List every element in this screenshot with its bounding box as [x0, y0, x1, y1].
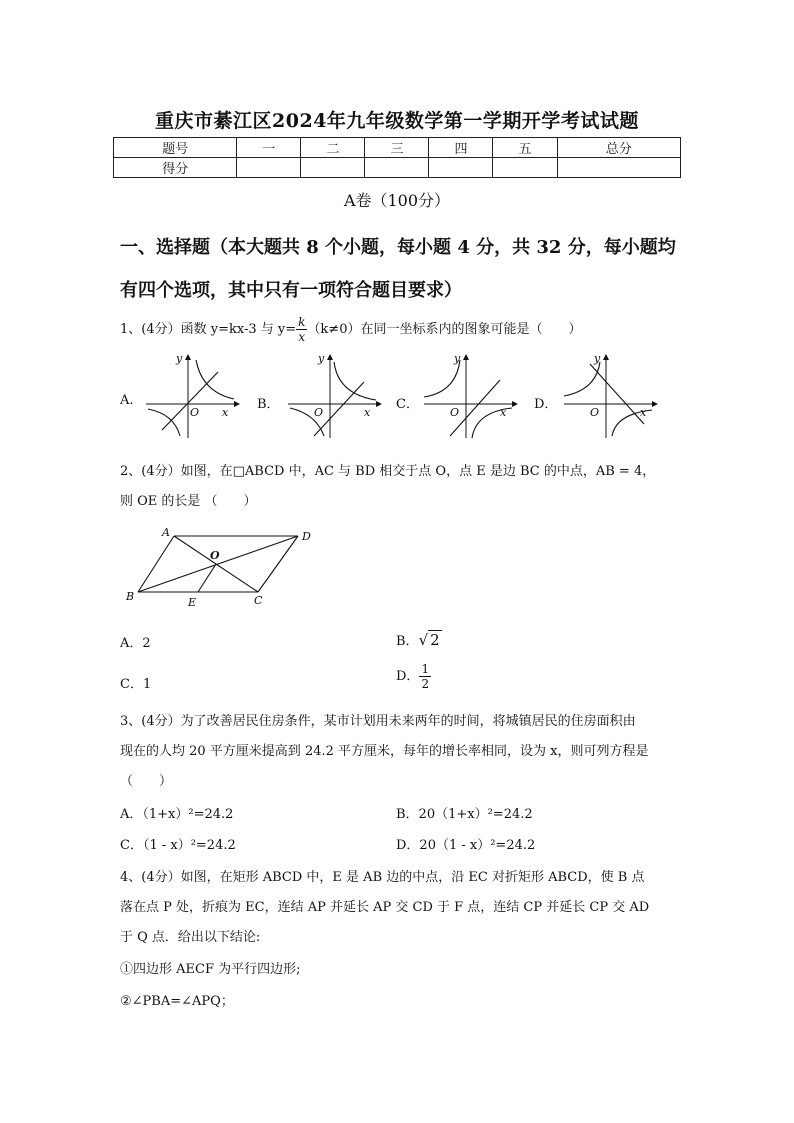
q2-option-d[interactable]: [396, 662, 431, 691]
question-3-line2: 现在的人均 20 平方厘米提高到 24.2 平方厘米，每年的增长率相同，设为 x，则可列方程是: [120, 744, 649, 759]
score-table-header-row: [114, 138, 681, 158]
score-table-score-row: [114, 158, 681, 178]
table-cell: 三: [365, 138, 429, 158]
part-heading-line1: 一、选择题（本大题共 8 个小题，每小题 4 分，共 32 分，每小题均: [120, 237, 676, 258]
q1-text-post: （k≠0）在同一坐标系内的图象可能是（ ）: [307, 322, 582, 337]
q1-graph-a[interactable]: [142, 352, 242, 440]
q2-option-b-label: B．: [396, 634, 419, 649]
table-cell: 总分: [557, 138, 681, 158]
score-cell[interactable]: [429, 158, 493, 178]
x-axis-label: x: [364, 406, 371, 419]
q4-conclusion-2: ②∠PBA=∠APQ；: [120, 994, 234, 1009]
table-cell: 四: [429, 138, 493, 158]
fraction-denominator: 2: [421, 677, 430, 691]
score-cell[interactable]: [493, 158, 557, 178]
q1-option-a-label[interactable]: A.: [120, 393, 134, 408]
question-3-line3: （ ）: [120, 774, 173, 789]
table-cell: 得分: [114, 158, 237, 178]
question-2-line2: 则 OE 的长是 （ ）: [120, 494, 257, 509]
point-o-label: O: [210, 549, 220, 562]
q3-option-a[interactable]: A．（1+x）²=24.2: [120, 807, 234, 822]
origin-label: O: [190, 406, 200, 419]
q2-option-a[interactable]: A．2: [120, 636, 151, 651]
point-a-label: A: [162, 526, 170, 539]
q1-option-c-label[interactable]: C．: [396, 397, 419, 412]
q2-parallelogram-figure: [122, 524, 318, 614]
x-axis-label: x: [640, 406, 647, 419]
q1-graph-d[interactable]: [560, 352, 660, 440]
fraction-numerator: 1: [421, 662, 430, 676]
score-cell[interactable]: [301, 158, 365, 178]
x-axis-label: x: [500, 406, 507, 419]
q2-option-c[interactable]: C．1: [120, 677, 152, 692]
table-cell: 题号: [114, 138, 237, 158]
origin-label: O: [590, 406, 600, 419]
part-heading-line2: 有四个选项，其中只有一项符合题目要求）: [120, 280, 462, 301]
score-cell[interactable]: [365, 158, 429, 178]
q3-option-b[interactable]: B．20（1+x）²=24.2: [396, 807, 533, 822]
radicand: 2: [430, 631, 440, 649]
q3-option-d[interactable]: D．20（1 - x）²=24.2: [396, 838, 536, 853]
table-cell: 五: [493, 138, 557, 158]
y-axis-label: y: [318, 352, 325, 365]
q3-option-c[interactable]: C．（1 - x）²=24.2: [120, 838, 236, 853]
q2-option-d-label: D．: [396, 669, 420, 684]
sqrt-symbol: √ 2: [418, 631, 440, 649]
fraction-one-half: [419, 662, 431, 691]
score-table: [113, 137, 681, 178]
fraction-numerator: k: [298, 315, 306, 329]
section-heading: A卷（100分）: [343, 191, 451, 210]
point-e-label: E: [188, 596, 197, 609]
q4-conclusion-1: ①四边形 AECF 为平行四边形;: [120, 962, 301, 977]
q1-text-pre: 1、(4分）函数 y=kx-3 与 y=: [120, 322, 297, 337]
y-axis-label: y: [176, 352, 183, 365]
point-b-label: B: [126, 590, 135, 603]
score-cell[interactable]: [557, 158, 681, 178]
q1-graph-c[interactable]: [420, 352, 520, 440]
score-cell[interactable]: [237, 158, 301, 178]
y-axis-label: y: [454, 352, 461, 365]
question-4-line3: 于 Q 点．给出以下结论:: [120, 930, 261, 945]
y-axis-label: y: [594, 352, 601, 365]
point-c-label: C: [254, 594, 263, 607]
question-3-line1: 3、(4分）为了改善居民住房条件，某市计划用未来两年的时间，将城镇居民的住房面积由: [120, 714, 636, 729]
fraction-denominator: x: [298, 330, 306, 344]
q1-graph-b[interactable]: [284, 352, 384, 440]
origin-label: O: [314, 406, 324, 419]
origin-label: O: [450, 406, 460, 419]
page-title: 重庆市綦江区2024年九年级数学第一学期开学考试试题: [155, 110, 639, 132]
table-cell: 一: [237, 138, 301, 158]
fraction-k-over-x: [296, 315, 307, 344]
question-2-line1: 2、(4分）如图，在□ABCD 中，AC 与 BD 相交于点 O，点 E 是边 BC 的中点，AB = 4，: [120, 464, 656, 479]
question-1: [120, 315, 680, 344]
point-d-label: D: [302, 530, 311, 543]
question-4-line2: 落在点 P 处，折痕为 EC，连结 AP 并延长 AP 交 CD 于 F 点，连结 CP 并延长 CP 交 AD: [120, 900, 650, 915]
q2-option-b[interactable]: [396, 630, 442, 649]
x-axis-label: x: [222, 406, 229, 419]
table-cell: 二: [301, 138, 365, 158]
question-4-line1: 4、(4分）如图，在矩形 ABCD 中，E 是 AB 边的中点，沿 EC 对折矩形 ABCD，使 B 点: [120, 870, 645, 885]
q1-option-d-label[interactable]: D．: [534, 397, 558, 412]
q1-option-b-label[interactable]: B．: [257, 397, 280, 412]
